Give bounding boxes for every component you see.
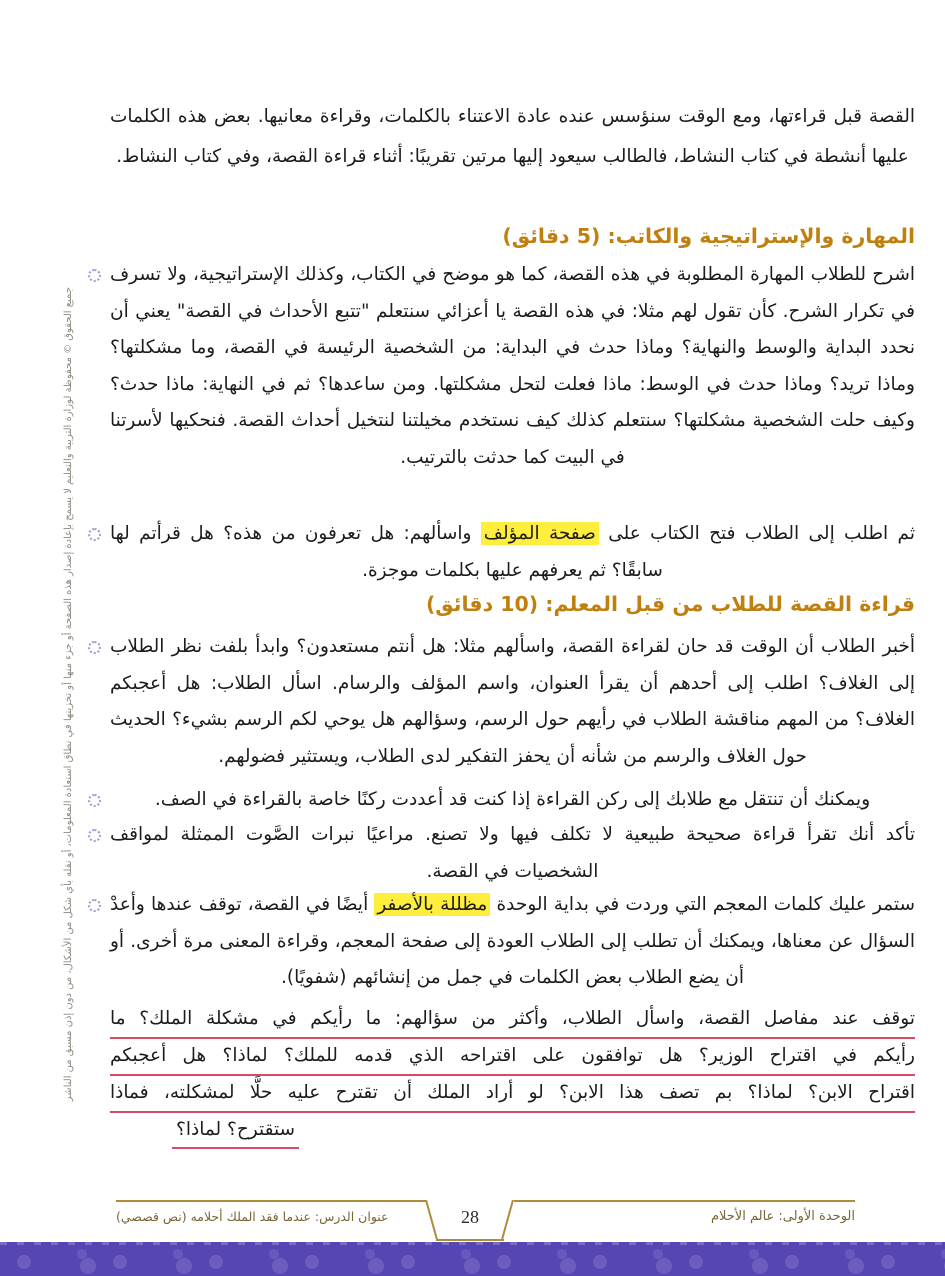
dotted-circle-bullet-icon (88, 899, 101, 912)
bullet-paragraph (110, 782, 915, 819)
intro-paragraph: القصة قبل قراءتها، ومع الوقت سنؤسس عنده عادة الاعتناء بالكلمات، وقراءة معانيها. بعض هذه الكلمات عليها أنشطة في كتاب النشاط، فالطالب سيعود إليها مرتين تقريبًا: أثناء قراءة القصة، وفي كتاب النشاط. (110, 106, 915, 167)
dotted-circle-bullet-icon (88, 829, 101, 842)
copyright-sidebar: جميع الحقوق © محفوظة لوزارة التربية والتعليم لا يسمح بإعادة إصدار هذه الصفحة أو جزء منها أو تخزينها في نطاق استعادة المعلومات، أو نقله بأي شكل من الأشكال، من دون إذن مسبق من الناشر (63, 287, 74, 1102)
footer-rule-right (514, 1200, 855, 1202)
yellow-highlight: مظللة بالأصفر (374, 893, 490, 916)
bullet-text: أخبر الطلاب أن الوقت قد حان لقراءة القصة، واسألهم مثلا: هل أنتم مستعدون؟ وابدأ بلفت نظر الطلاب إلى الغلاف؟ اطلب إلى أحدهم أن يقرأ العنوان، واسم المؤلف والرسام. اسأل الطلاب: هل أعجبكم الغلاف؟ من المهم مناقشة الطلاب في رأيهم حول الرسم، وسؤالهم هل يوحي لكم الرسم بشيء؟ الحديث حول الغلاف والرسم من شأنه أن يحفز التفكير لدى الطلاب، ويستثير فضولهم. (110, 636, 915, 767)
dotted-circle-bullet-icon (88, 269, 101, 282)
section-heading-skill-strategy: المهارة والإستراتيجية والكاتب: (5 دقائق) (502, 224, 915, 248)
dotted-circle-bullet-icon (88, 528, 101, 541)
bullet-paragraph (110, 629, 915, 775)
section-heading-story-reading: قراءة القصة للطلاب من قبل المعلم: (10 دقائق) (425, 592, 915, 616)
dotted-circle-bullet-icon (88, 794, 101, 807)
footer-unit-title: الوحدة الأولى: عالم الأحلام (710, 1209, 855, 1224)
decorative-footer-band (0, 1242, 945, 1276)
underlined-line-last: ستقترح؟ لماذا؟ (110, 1113, 915, 1148)
bullet-text-post: واسألهم: هل تعرفون من هذه؟ هل قرأتم لها سابقًا؟ ثم يعرفهم عليها بكلمات موجزة. (110, 523, 663, 581)
bullet-text-pre: ثم اطلب إلى الطلاب فتح الكتاب على (598, 523, 915, 544)
bullet-paragraph (110, 516, 915, 589)
bullet-text-post: أيضًا في القصة، توقف عندها وأعدْ السؤال عن معناها، ويمكنك أن تطلب إلى الطلاب العودة إلى صفحة المعجم، وقراءة المعنى مرة أخرى. أو أن يضع الطلاب بعض الكلمات في جمل من إنشائهم (شفويًا). (110, 894, 915, 988)
dotted-circle-bullet-icon (88, 641, 101, 654)
bullet-paragraph (110, 257, 915, 476)
underlined-line: اقتراح الابن؟ لماذا؟ بم تصف هذا الابن؟ لو أراد الملك أن تقترح عليه حلًّا لمشكلته، فماذا (110, 1076, 915, 1113)
bullet-text: ويمكنك أن تنتقل مع طلابك إلى ركن القراءة إذا كنت قد أعددت ركنًا خاصة بالقراءة في الصف. (154, 789, 871, 810)
page-number: 28 (461, 1207, 479, 1227)
bullet-paragraph (110, 887, 915, 997)
bullet-text: تأكد أنك تقرأ قراءة صحيحة طبيعية لا تكلف فيها ولا تصنع. مراعيًا نبرات الصَّوت الممثلة لمواقف الشخصيات في القصة. (110, 824, 915, 882)
footer-notch-bottom (436, 1239, 504, 1241)
discussion-prompts-paragraph (110, 1002, 915, 1148)
bullet-text: اشرح للطلاب المهارة المطلوبة في هذه القصة، كما هو موضح في الكتاب، وكذلك الإستراتيجية، ولا تسرف في تكرار الشرح. كأن تقول لهم مثلا: في هذه القصة يا أعزائي سنتعلم "تتبع الأحداث في القصة" يعني أن نحدد البداية والوسط والنهاية؟ وماذا حدث في البداية: من الشخصية الرئيسة في القصة، وما مشكلتها؟ وماذا تريد؟ وماذا حدث في الوسط: ماذا فعلت لتحل مشكلتها. ومن ساعدها؟ ثم في النهاية: ماذا حدث؟ وكيف حلت الشخصية مشكلتها؟ سنتعلم كذلك كيف نستخدم مخيلتنا لنتخيل أحداث القصة. فنحكيها لأسرتنا في البيت كما حدثت بالترتيب. (110, 264, 915, 468)
yellow-highlight: صفحة المؤلف (481, 522, 599, 545)
underlined-line: رأيكم في اقتراح الوزير؟ هل توافقون على اقتراحه الذي قدمه للملك؟ لماذا؟ هل أعجبكم (110, 1039, 915, 1076)
bullet-text-pre: ستمر عليك كلمات المعجم التي وردت في بداية الوحدة (490, 894, 915, 915)
footer-rule-left (116, 1200, 426, 1202)
footer-lesson-title: عنوان الدرس: عندما فقد الملك أحلامه (نص قصصي) (116, 1209, 389, 1224)
underlined-line: توقف عند مفاصل القصة، واسأل الطلاب، وأكثر من سؤالهم: ما رأيكم في مشكلة الملك؟ ما (110, 1002, 915, 1039)
bullet-paragraph (110, 817, 915, 890)
